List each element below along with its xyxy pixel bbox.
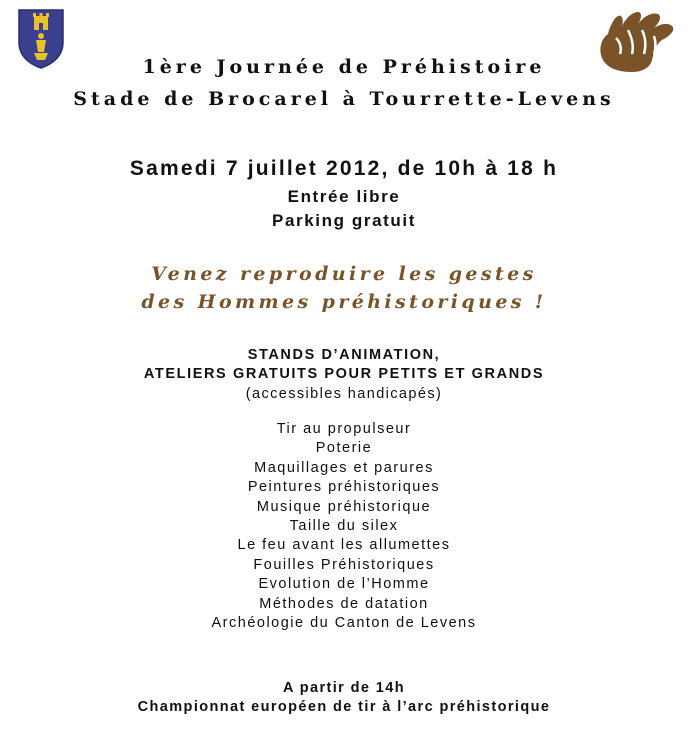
list-item: Fouilles Préhistoriques	[253, 556, 435, 573]
list-item: Musique préhistorique	[256, 498, 432, 515]
slogan-line-2: des Hommes préhistoriques !	[141, 291, 547, 313]
list-item: Méthodes de datation	[259, 595, 429, 612]
parking-info: Parking gratuit	[272, 211, 416, 230]
list-item: Tir au propulseur	[276, 421, 412, 437]
title-line-1: 1ère Journée de Préhistoire	[142, 56, 546, 78]
accessibility-note: (accessibles handicapés)	[245, 386, 443, 402]
stands-heading-2: ATELIERS GRATUITS POUR PETITS ET GRANDS	[143, 366, 545, 382]
list-item: Taille du silex	[289, 517, 399, 534]
list-item: Maquillages et parures	[254, 459, 434, 476]
event-date: Samedi 7 juillet 2012, de 10h à 18 h	[129, 157, 559, 180]
afternoon-start: A partir de 14h	[283, 680, 405, 696]
list-item: Peintures préhistoriques	[247, 479, 441, 496]
entry-info: Entrée libre	[287, 187, 401, 206]
list-item: Le feu avant les allumettes	[237, 537, 451, 554]
list-item: Poterie	[315, 440, 373, 457]
list-item: Archéologie du Canton de Levens	[211, 614, 477, 631]
stands-heading-1: STANDS D’ANIMATION,	[247, 347, 441, 363]
activities-list	[0, 420, 688, 633]
slogan-line-1: Venez reproduire les gestes	[151, 263, 537, 285]
championship-title: Championnat européen de tir à l’arc préhistorique	[137, 699, 551, 715]
list-item: Evolution de l’Homme	[258, 576, 430, 593]
title-line-2: Stade de Brocarel à Tourrette-Levens	[73, 88, 615, 110]
